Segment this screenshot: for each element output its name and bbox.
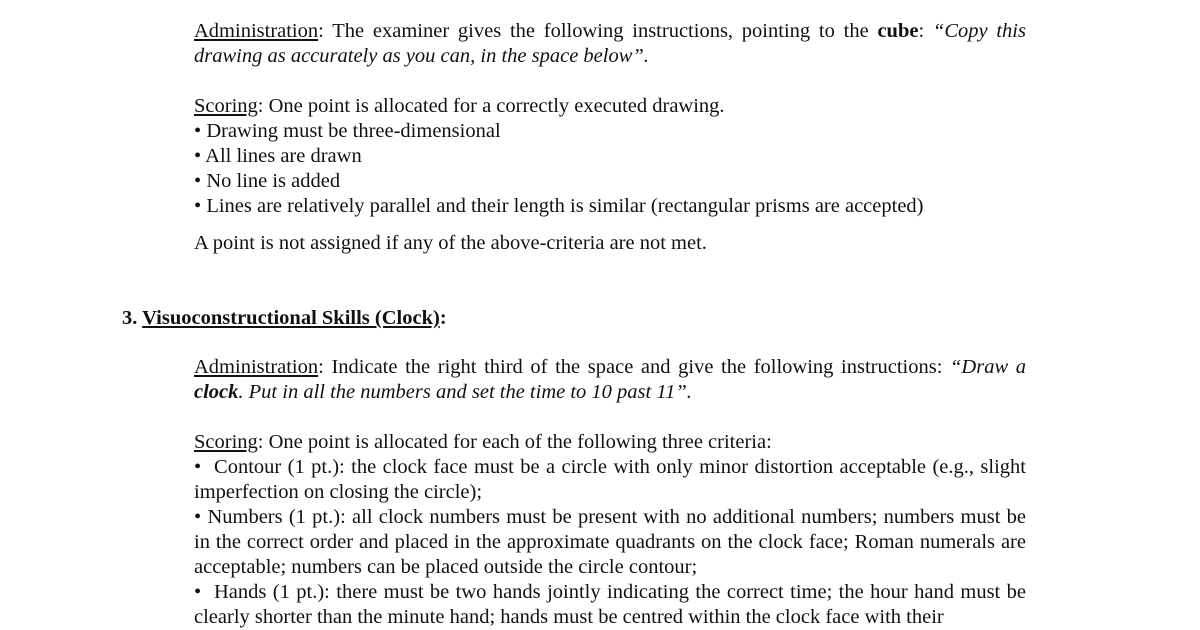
clock-scoring-section — [194, 430, 1026, 630]
scoring-text: : One point is allocated for a correctly executed drawing. — [257, 95, 725, 117]
list-item: • Hands (1 pt.): there must be two hands jointly indicating the correct time; the hour hand must be clearly shorter than the minute hand; hands must be centred within the clock face with their — [194, 581, 1026, 628]
cube-administration-paragraph — [194, 19, 1026, 69]
section-heading — [122, 306, 447, 331]
cube-scoring-section — [194, 94, 1026, 219]
administration-label: Administration — [194, 356, 319, 378]
cube-scoring-line — [194, 94, 1026, 119]
administration-colon: : — [918, 20, 933, 42]
list-item: • Lines are relatively parallel and their length is similar (rectangular prisms are accepted) — [194, 195, 924, 217]
list-item: • Contour (1 pt.): the clock face must be a circle with only minor distortion acceptable (e.g., slight imperfection on closing the circle); — [194, 456, 1026, 503]
section-number: 3. — [122, 307, 143, 329]
administration-text: : The examiner gives the following instructions, pointing to the — [318, 20, 878, 42]
section-colon: : — [439, 307, 447, 329]
cube-keyword: cube — [877, 20, 919, 42]
scoring-label: Scoring — [194, 431, 258, 453]
scoring-label: Scoring — [194, 95, 258, 117]
cube-scoring-note: A point is not assigned if any of the above-criteria are not met. — [194, 232, 707, 254]
clock-instruction-quote: “Draw a clock. Put in all the numbers and set the time to 10 past 11”. — [194, 356, 1026, 403]
list-item: • Drawing must be three-dimensional — [194, 120, 501, 142]
clock-scoring-line — [194, 430, 1026, 455]
administration-label: Administration — [194, 20, 319, 42]
cube-instruction-quote: “Copy this drawing as accurately as you can, in the space below”. — [194, 20, 1026, 67]
list-item: • Numbers (1 pt.): all clock numbers must be present with no additional numbers; numbers must be in the correct order and placed in the approximate quadrants on the clock face; Roman numerals are acceptable; numbers can be placed outside the circle contour; — [194, 506, 1026, 578]
clock-keyword: clock — [194, 381, 239, 403]
administration-text: : Indicate the right third of the space and give the following instructions: — [318, 356, 951, 378]
scoring-text: : One point is allocated for each of the following three criteria: — [257, 431, 772, 453]
section-title: Visuoconstructional Skills (Clock) — [142, 307, 440, 329]
list-item: • All lines are drawn — [194, 145, 362, 167]
list-item: • No line is added — [194, 170, 341, 192]
clock-administration-paragraph — [194, 355, 1026, 405]
